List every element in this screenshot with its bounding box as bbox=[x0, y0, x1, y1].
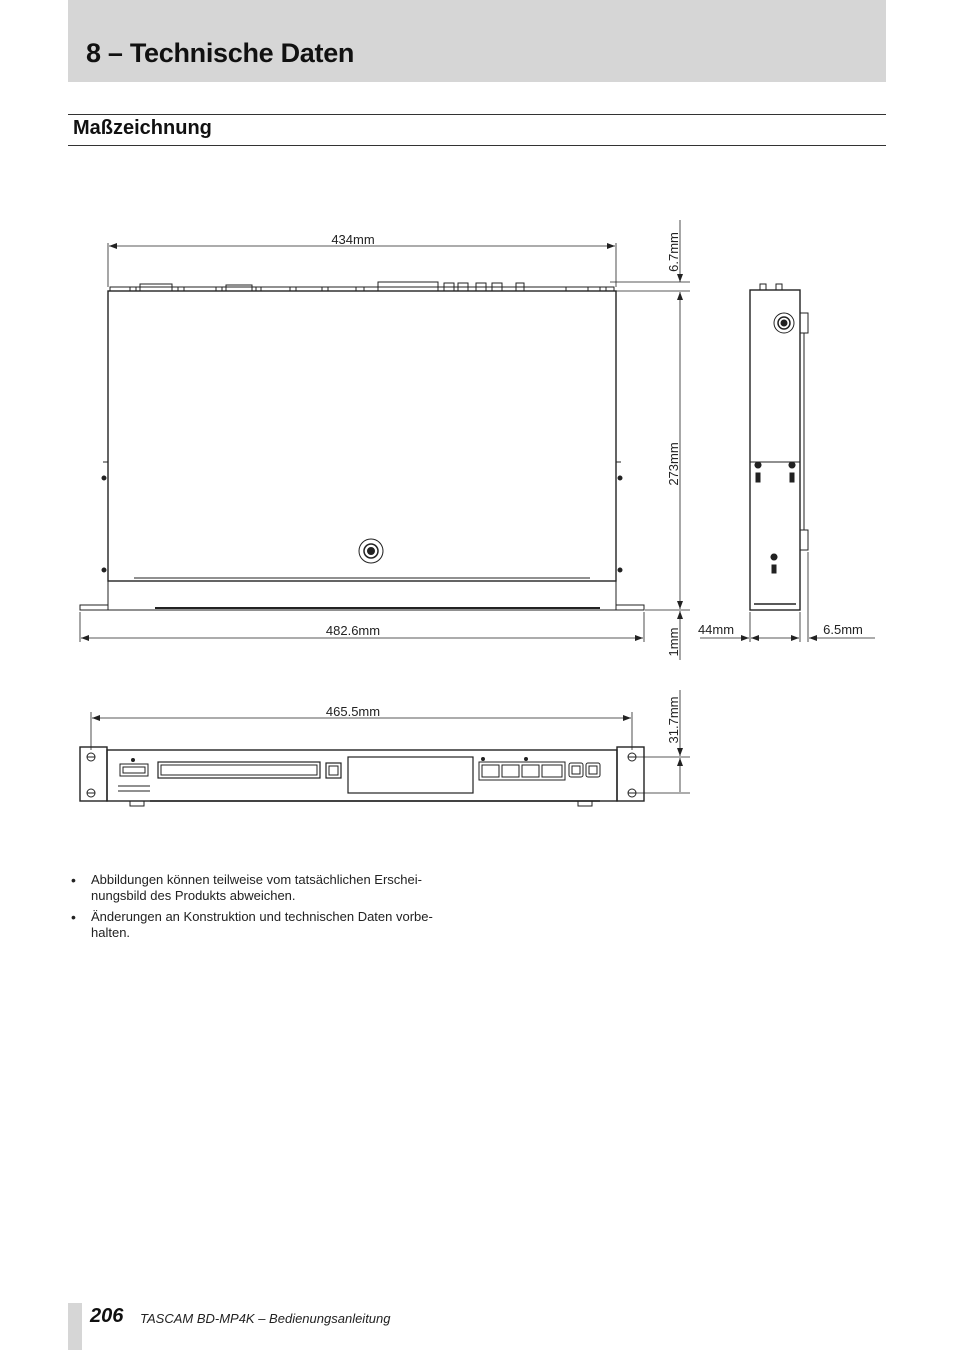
side-height-label: 44mm bbox=[697, 622, 735, 637]
depth-dimensions bbox=[610, 220, 690, 660]
front-view bbox=[80, 747, 644, 806]
note-item bbox=[70, 909, 470, 941]
footer-tab bbox=[68, 1303, 82, 1350]
bottom-offset-label: 1mm bbox=[666, 627, 681, 657]
depth-label: 273mm bbox=[666, 442, 681, 486]
note-item bbox=[70, 872, 470, 904]
section-title: Maßzeichnung bbox=[73, 117, 212, 139]
side-handle-label: 6.5mm bbox=[823, 622, 863, 637]
front-mount-width-label: 465.5mm bbox=[325, 704, 381, 719]
note-text: Änderungen an Konstruktion und technischen Daten vorbe- halten. bbox=[91, 909, 433, 940]
manual-title: TASCAM BD-MP4K – Bedienungsanleitung bbox=[140, 1311, 391, 1326]
chapter-title: 8 – Technische Daten bbox=[86, 38, 355, 68]
page-number: 206 bbox=[90, 1305, 124, 1327]
top-width-label: 434mm bbox=[331, 232, 375, 247]
notes-list bbox=[70, 872, 470, 946]
top-width-dimension bbox=[108, 243, 616, 287]
rack-width-label: 482.6mm bbox=[325, 623, 381, 638]
top-rear-offset-label: 6.7mm bbox=[666, 232, 681, 272]
top-view bbox=[80, 282, 644, 610]
front-hole-offset-label: 31.7mm bbox=[666, 696, 681, 744]
note-text: Abbildungen können teilweise vom tatsächlichen Erschei- nungsbild des Produkts abweichen. bbox=[91, 872, 422, 903]
side-view bbox=[750, 284, 808, 610]
